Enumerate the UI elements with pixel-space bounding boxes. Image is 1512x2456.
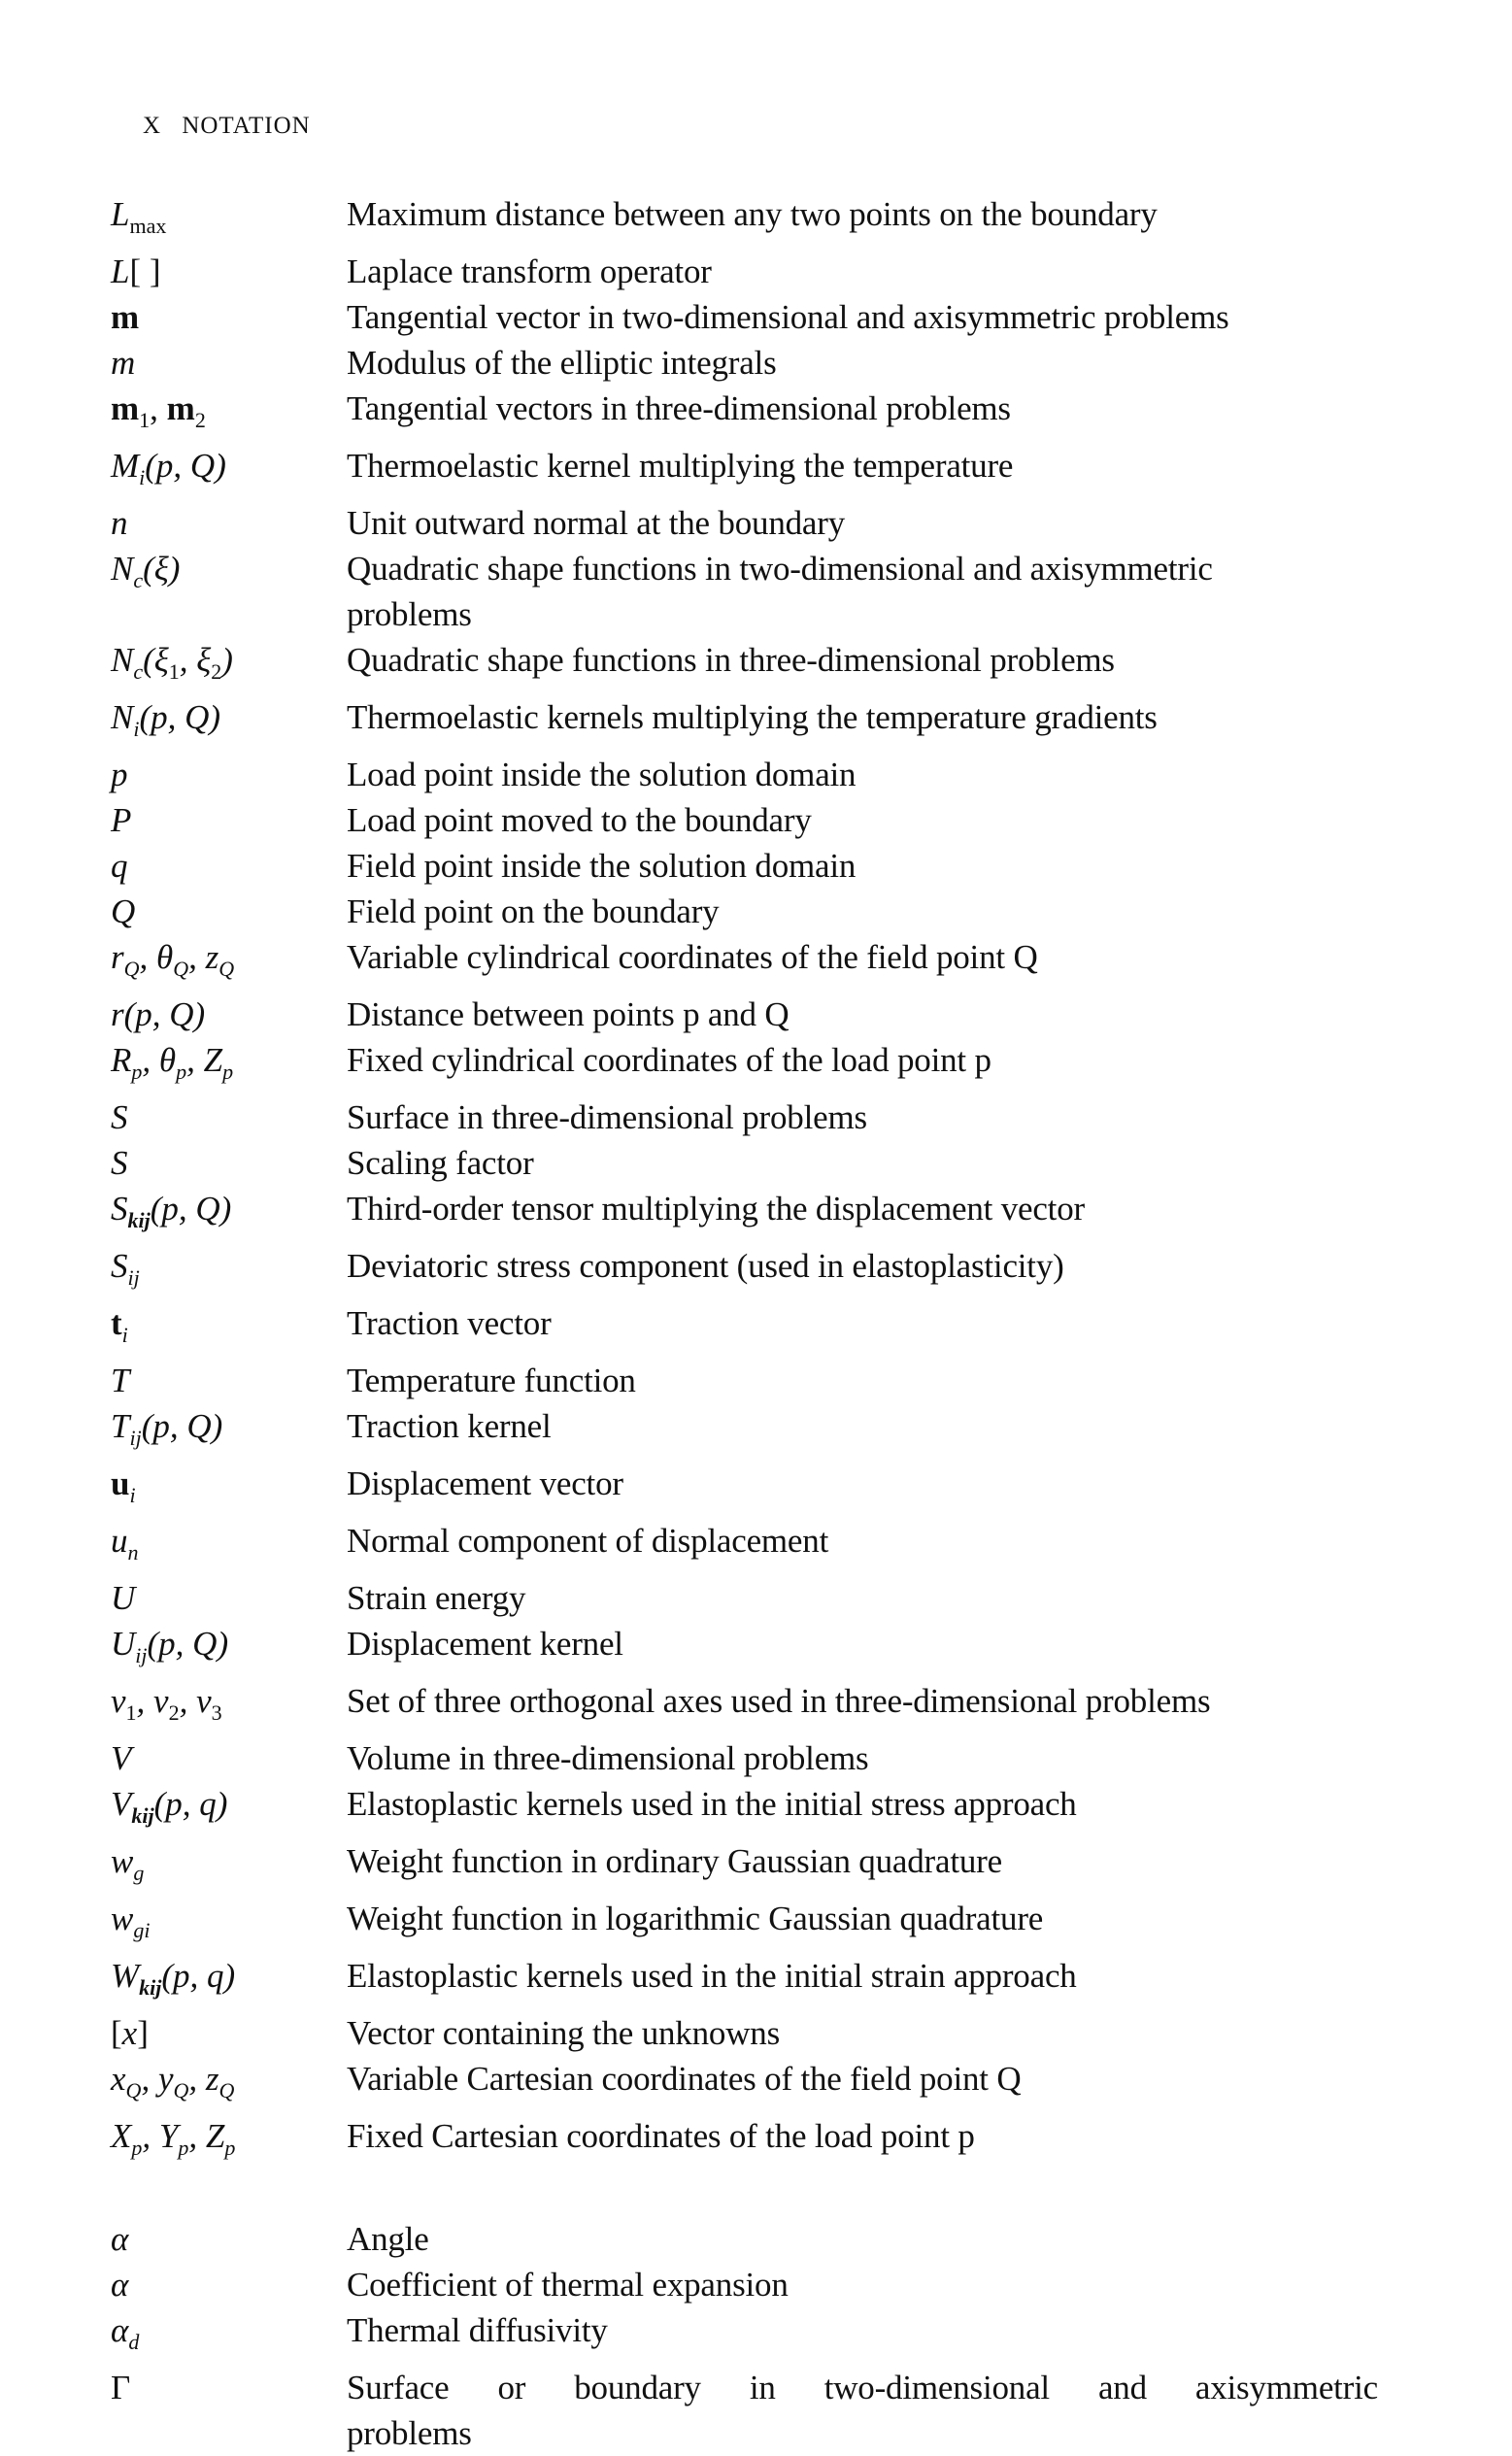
description-line: Tangential vector in two-dimensional and axisymmetric problems (347, 298, 1229, 336)
symbol-part: v (111, 1682, 126, 1720)
symbol-part: L (111, 252, 130, 290)
symbol-part: gi (133, 1918, 151, 1942)
description-line: Thermal diffusivity (347, 2311, 608, 2349)
description-line: Elastoplastic kernels used in the initial strain approach (347, 1957, 1077, 1995)
notation-description (347, 843, 1393, 889)
description-line: Surface or boundary in two-dimensional and axisymmetric (347, 2369, 1378, 2406)
symbol-part: N (111, 698, 134, 736)
symbol-part: 2 (194, 408, 206, 432)
symbol-part: S (111, 1190, 128, 1228)
symbol-part: U (111, 1579, 136, 1617)
notation-entry (111, 1186, 1393, 1243)
notation-entry (111, 500, 1393, 546)
notation-description (347, 1953, 1393, 2010)
symbol-part: Q (173, 957, 189, 981)
symbol-part: , ξ (179, 641, 212, 679)
symbol-part: 1 (139, 408, 151, 432)
notation-description (347, 1781, 1393, 1838)
symbol-part: p (131, 1060, 143, 1084)
notation-symbol (111, 694, 347, 752)
symbol-part: V (111, 1739, 132, 1777)
notation-entry (111, 1518, 1393, 1575)
notation-symbol (111, 2262, 347, 2307)
description-line: Traction vector (347, 1304, 552, 1342)
notation-entry (111, 1575, 1393, 1621)
description-line: Variable Cartesian coordinates of the field point Q (347, 2060, 1022, 2098)
symbol-part: i (121, 1323, 128, 1347)
notation-description (347, 1678, 1393, 1735)
notation-description (347, 1186, 1393, 1243)
symbol-part: T (111, 1362, 130, 1399)
symbol-part: p (224, 2136, 236, 2160)
symbol-part: , θ (142, 1041, 177, 1079)
notation-entry (111, 1838, 1393, 1896)
notation-entry (111, 546, 1393, 637)
symbol-part: , (150, 389, 167, 427)
description-line: Deviatoric stress component (used in elastoplasticity) (347, 1247, 1064, 1285)
notation-entry (111, 637, 1393, 694)
notation-description (347, 1461, 1393, 1518)
symbol-part: w (111, 1842, 134, 1880)
notation-description (347, 500, 1393, 546)
symbol-part: , Y (142, 2117, 179, 2155)
notation-entry (111, 2216, 1393, 2262)
notation-description (347, 2056, 1393, 2113)
notation-description (347, 2307, 1393, 2365)
symbol-part: , y (141, 2060, 174, 2098)
notation-description (347, 2262, 1393, 2307)
symbol-part: i (139, 465, 146, 489)
symbol-part: , z (188, 938, 219, 976)
notation-entry (111, 2262, 1393, 2307)
notation-symbol (111, 546, 347, 637)
notation-symbol (111, 1838, 347, 1896)
description-line: Strain energy (347, 1579, 526, 1617)
notation-description (347, 2365, 1393, 2456)
notation-symbol (111, 500, 347, 546)
section-spacer (111, 2170, 1393, 2216)
notation-symbol (111, 843, 347, 889)
notation-description (347, 637, 1393, 694)
notation-description (347, 1358, 1393, 1403)
symbol-part: w (111, 1900, 134, 1937)
symbol-part: T (111, 1407, 130, 1445)
notation-symbol (111, 934, 347, 992)
notation-symbol (111, 1186, 347, 1243)
symbol-part: W (111, 1957, 140, 1995)
symbol-part: i (133, 717, 140, 741)
symbol-part: S (111, 1098, 128, 1136)
notation-description (347, 1094, 1393, 1140)
notation-entry (111, 2307, 1393, 2365)
notation-symbol (111, 1896, 347, 1953)
symbol-part: S (111, 1247, 128, 1285)
notation-symbol (111, 1358, 347, 1403)
description-line: Displacement kernel (347, 1625, 623, 1663)
notation-symbol (111, 1953, 347, 2010)
notation-description (347, 1140, 1393, 1186)
symbol-part: x (121, 2014, 138, 2052)
description-line: Set of three orthogonal axes used in three-dimensional problems (347, 1682, 1211, 1720)
notation-entry (111, 443, 1393, 500)
notation-symbol (111, 386, 347, 443)
notation-description (347, 2010, 1393, 2056)
description-line: Fixed Cartesian coordinates of the load point p (347, 2117, 975, 2155)
notation-entry (111, 843, 1393, 889)
description-line: Coefficient of thermal expansion (347, 2266, 789, 2304)
symbol-part: α (111, 2220, 129, 2258)
notation-description (347, 294, 1393, 340)
symbol-part: m (166, 389, 195, 427)
description-line: Fixed cylindrical coordinates of the load point p (347, 1041, 991, 1079)
notation-description (347, 797, 1393, 843)
symbol-part: (p, Q) (141, 1407, 223, 1445)
notation-description (347, 1896, 1393, 1953)
symbol-part: (p, q) (153, 1785, 228, 1823)
symbol-part: , v (136, 1682, 169, 1720)
description-line: Maximum distance between any two points on the boundary (347, 195, 1158, 233)
notation-description (347, 249, 1393, 294)
description-line: Thermoelastic kernels multiplying the temperature gradients (347, 698, 1158, 736)
description-line: Weight function in logarithmic Gaussian quadrature (347, 1900, 1044, 1937)
symbol-part: Q (123, 957, 140, 981)
notation-symbol (111, 797, 347, 843)
symbol-part: m (111, 389, 140, 427)
running-header (143, 113, 311, 140)
description-line: Tangential vectors in three-dimensional problems (347, 389, 1011, 427)
notation-entry (111, 992, 1393, 1037)
notation-symbol (111, 1575, 347, 1621)
symbol-part: ) (221, 641, 233, 679)
description-line: Laplace transform operator (347, 252, 712, 290)
notation-entry (111, 1953, 1393, 2010)
notation-entry (111, 1358, 1393, 1403)
description-line: Distance between points p and Q (347, 995, 790, 1033)
symbol-part: kij (139, 1975, 162, 2000)
notation-description (347, 191, 1393, 249)
symbol-part: (ξ (143, 641, 169, 679)
notation-description (347, 1621, 1393, 1678)
symbol-part: Q (218, 957, 235, 981)
notation-description (347, 2216, 1393, 2262)
symbol-part: ij (127, 1265, 140, 1290)
notation-symbol (111, 637, 347, 694)
notation-symbol (111, 2056, 347, 2113)
symbol-part: V (111, 1785, 132, 1823)
notation-description (347, 1735, 1393, 1781)
notation-entry (111, 752, 1393, 797)
symbol-part: kij (131, 1803, 154, 1828)
symbol-part: 3 (211, 1700, 222, 1725)
symbol-part: c (133, 568, 144, 592)
description-line: Surface in three-dimensional problems (347, 1098, 867, 1136)
notation-symbol (111, 1403, 347, 1461)
symbol-part: N (111, 550, 134, 588)
description-line: Scaling factor (347, 1144, 534, 1182)
symbol-part: , z (188, 2060, 219, 2098)
description-line: Field point on the boundary (347, 892, 720, 930)
description-line: Variable cylindrical coordinates of the field point Q (347, 938, 1038, 976)
notation-symbol (111, 2365, 347, 2456)
notation-entry (111, 294, 1393, 340)
notation-description (347, 992, 1393, 1037)
symbol-part: Γ (111, 2369, 131, 2406)
symbol-part: P (111, 801, 132, 839)
notation-entry (111, 797, 1393, 843)
notation-description (347, 1838, 1393, 1896)
description-line: problems (347, 2414, 472, 2452)
notation-entry (111, 1094, 1393, 1140)
notation-symbol (111, 443, 347, 500)
symbol-part: , v (179, 1682, 212, 1720)
notation-symbol (111, 2010, 347, 2056)
description-line: Weight function in ordinary Gaussian quadrature (347, 1842, 1002, 1880)
notation-entry (111, 1896, 1393, 1953)
symbol-part: 2 (168, 1700, 180, 1725)
notation-entry (111, 1243, 1393, 1300)
description-line: Quadratic shape functions in two-dimensional and axisymmetric (347, 550, 1213, 588)
notation-entry (111, 1735, 1393, 1781)
symbol-part: 2 (211, 659, 222, 684)
symbol-part: X (111, 2117, 132, 2155)
notation-entry (111, 1621, 1393, 1678)
notation-description (347, 1300, 1393, 1358)
symbol-part: 1 (125, 1700, 137, 1725)
notation-symbol (111, 340, 347, 386)
symbol-part: q (111, 847, 128, 885)
notation-description (347, 2113, 1393, 2170)
notation-description (347, 1403, 1393, 1461)
notation-description (347, 694, 1393, 752)
symbol-part: , Z (186, 1041, 223, 1079)
symbol-part: R (111, 1041, 132, 1079)
symbol-part: , θ (139, 938, 174, 976)
notation-entry (111, 889, 1393, 934)
page-header-title: NOTATION (182, 113, 311, 139)
notation-description (347, 1518, 1393, 1575)
notation-symbol (111, 2216, 347, 2262)
symbol-part: ] (137, 2014, 149, 2052)
description-line: Unit outward normal at the boundary (347, 504, 846, 542)
symbol-part: Q (111, 892, 136, 930)
notation-description (347, 443, 1393, 500)
description-line: Normal component of displacement (347, 1522, 829, 1560)
notation-description (347, 752, 1393, 797)
notation-entry (111, 1140, 1393, 1186)
symbol-part: ij (129, 1426, 142, 1450)
notation-entry (111, 249, 1393, 294)
symbol-part: r(p, Q) (111, 995, 206, 1033)
description-line: problems (347, 595, 472, 633)
symbol-part: (p, Q) (139, 698, 221, 736)
symbol-part: m (111, 344, 136, 382)
symbol-part: p (176, 1060, 187, 1084)
symbol-part: [ (111, 2014, 122, 2052)
notation-description (347, 1243, 1393, 1300)
symbol-part: g (133, 1861, 145, 1885)
symbol-part: Q (218, 2078, 235, 2103)
description-line: Load point inside the solution domain (347, 756, 857, 793)
notation-symbol (111, 1094, 347, 1140)
description-line: Third-order tensor multiplying the displacement vector (347, 1190, 1085, 1228)
description-line: Temperature function (347, 1362, 636, 1399)
notation-entry (111, 191, 1393, 249)
symbol-part: p (111, 756, 128, 793)
symbol-part: n (111, 504, 128, 542)
description-line: Field point inside the solution domain (347, 847, 857, 885)
notation-description (347, 386, 1393, 443)
notation-description (347, 889, 1393, 934)
symbol-part: (p, Q) (145, 447, 226, 485)
notation-entry (111, 1300, 1393, 1358)
symbol-part: d (128, 2330, 140, 2354)
notation-description (347, 1037, 1393, 1094)
symbol-part: α (111, 2311, 129, 2349)
symbol-part: (p, Q) (150, 1190, 232, 1228)
symbol-part: , Z (188, 2117, 225, 2155)
symbol-part: t (111, 1304, 122, 1342)
symbol-part: ij (135, 1643, 148, 1667)
symbol-part: max (129, 214, 167, 238)
description-line: Elastoplastic kernels used in the initial stress approach (347, 1785, 1077, 1823)
symbol-part: c (133, 659, 144, 684)
symbol-part: Q (125, 2078, 142, 2103)
description-line: Angle (347, 2220, 429, 2258)
notation-entry (111, 1037, 1393, 1094)
symbol-part: r (111, 938, 124, 976)
symbol-part: m (111, 298, 140, 336)
symbol-part: p (131, 2136, 143, 2160)
notation-entry (111, 2010, 1393, 2056)
symbol-part: kij (127, 1208, 151, 1232)
notation-entry (111, 1678, 1393, 1735)
notation-symbol (111, 2307, 347, 2365)
symbol-part: p (178, 2136, 189, 2160)
notation-symbol (111, 752, 347, 797)
symbol-part: x (111, 2060, 126, 2098)
notation-symbol (111, 1037, 347, 1094)
notation-symbol (111, 191, 347, 249)
symbol-part: α (111, 2266, 129, 2304)
notation-symbol (111, 992, 347, 1037)
symbol-part: L (111, 195, 130, 233)
notation-symbol (111, 1243, 347, 1300)
notation-entry (111, 2113, 1393, 2170)
notation-symbol (111, 294, 347, 340)
notation-symbol (111, 249, 347, 294)
notation-symbol (111, 1140, 347, 1186)
description-line: Displacement vector (347, 1464, 623, 1502)
notation-entry (111, 2365, 1393, 2456)
symbol-part: U (111, 1625, 136, 1663)
description-line: Load point moved to the boundary (347, 801, 812, 839)
symbol-part: 1 (168, 659, 180, 684)
notation-description (347, 546, 1393, 637)
symbol-part: u (111, 1464, 130, 1502)
notation-entry (111, 2056, 1393, 2113)
notation-description (347, 934, 1393, 992)
notation-entry (111, 1781, 1393, 1838)
notation-symbol (111, 1621, 347, 1678)
notation-symbol (111, 1735, 347, 1781)
description-line: Thermoelastic kernel multiplying the temperature (347, 447, 1014, 485)
notation-symbol (111, 889, 347, 934)
notation-list (111, 191, 1393, 2456)
symbol-part: S (111, 1144, 128, 1182)
notation-symbol (111, 1781, 347, 1838)
notation-description (347, 340, 1393, 386)
description-line: Vector containing the unknowns (347, 2014, 780, 2052)
notation-entry (111, 1461, 1393, 1518)
notation-symbol (111, 1518, 347, 1575)
symbol-part: Q (173, 2078, 189, 2103)
description-line: Modulus of the elliptic integrals (347, 344, 777, 382)
symbol-part: (ξ) (143, 550, 181, 588)
notation-entry (111, 340, 1393, 386)
symbol-part: (p, q) (161, 1957, 236, 1995)
page-number: X (143, 113, 162, 139)
notation-symbol (111, 2113, 347, 2170)
symbol-part: [ ] (129, 252, 161, 290)
symbol-part: i (129, 1483, 136, 1507)
symbol-part: (p, Q) (147, 1625, 229, 1663)
symbol-part: N (111, 641, 134, 679)
description-line: Traction kernel (347, 1407, 552, 1445)
notation-entry (111, 934, 1393, 992)
description-line: Volume in three-dimensional problems (347, 1739, 869, 1777)
notation-entry (111, 386, 1393, 443)
notation-description (347, 1575, 1393, 1621)
notation-symbol (111, 1461, 347, 1518)
description-line: Quadratic shape functions in three-dimensional problems (347, 641, 1115, 679)
symbol-part: n (127, 1540, 139, 1564)
notation-entry (111, 694, 1393, 752)
notation-entry (111, 1403, 1393, 1461)
symbol-part: M (111, 447, 140, 485)
symbol-part: p (222, 1060, 234, 1084)
notation-symbol (111, 1300, 347, 1358)
symbol-part: u (111, 1522, 128, 1560)
notation-symbol (111, 1678, 347, 1735)
